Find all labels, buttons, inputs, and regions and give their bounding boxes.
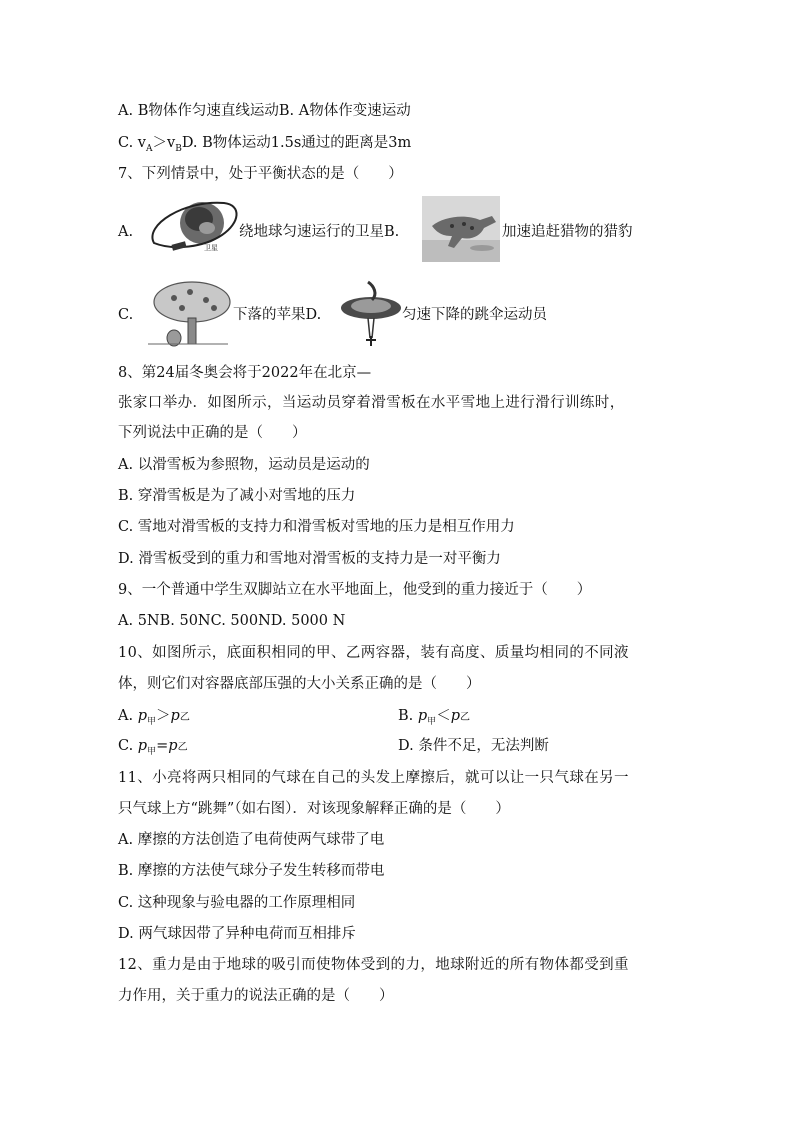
- q7-stem: 7、下列情景中，处于平衡状态的是（ ）: [118, 166, 403, 182]
- q11-option-c: C. 这种现象与验电器的工作原理相同: [118, 895, 356, 911]
- q7-option-a-text: 绕地球匀速运行的卫星B.: [239, 224, 400, 240]
- q10-c-sub1: 甲: [147, 746, 157, 757]
- q8-option-a: A. 以滑雪板为参照物，运动员是运动的: [118, 457, 370, 473]
- q10-option-d: D. 条件不足，无法判断: [398, 738, 549, 754]
- q12-stem-line2: 力作用，关于重力的说法正确的是（ ）: [118, 988, 394, 1004]
- q11-stem-line2: 只气球上方“跳舞”（如右图）．对该现象解释正确的是（ ）: [118, 801, 510, 817]
- q11-option-d: D. 两气球因带了异种电荷而互相排斥: [118, 926, 356, 942]
- q10-c-p2: p: [168, 738, 178, 754]
- q8-option-c: C. 雪地对滑雪板的支持力和滑雪板对雪地的压力是相互作用力: [118, 519, 515, 535]
- q6-sub-a: A: [146, 143, 153, 154]
- q10-c-label: C.: [118, 738, 138, 754]
- q10-b-label: B.: [398, 708, 418, 724]
- q10-c-p1: p: [137, 738, 148, 754]
- q10-a-sub1: 甲: [147, 716, 157, 727]
- q10-a-gt: ＞: [156, 708, 171, 724]
- q10-a-p1: p: [137, 708, 147, 724]
- q10-b-p1: p: [417, 708, 428, 724]
- q6-sub-b: B: [175, 143, 182, 154]
- q10-b-lt: ＜: [436, 708, 451, 724]
- q10-c-z: 乙: [177, 742, 188, 753]
- q9-stem: 9、一个普通中学生双脚站立在水平地面上，他受到的重力接近于（ ）: [118, 582, 592, 598]
- q7-option-c-text: 下落的苹果D.: [233, 307, 322, 323]
- q6-option-c-gt: ＞v: [152, 135, 176, 151]
- q8-option-d: D. 滑雪板受到的重力和雪地对滑雪板的支持力是一对平衡力: [118, 551, 501, 567]
- q10-stem-line1: 10、如图所示，底面积相同的甲、乙两容器，装有高度、质量均相同的不同液: [118, 645, 629, 661]
- q10-stem-line2: 体，则它们对容器底部压强的大小关系正确的是（ ）: [118, 676, 481, 692]
- parachutist-image: [338, 278, 404, 348]
- apple-tree-image: [144, 280, 232, 348]
- satellite-orbit-image: [144, 195, 240, 257]
- q10-b-p2: p: [450, 708, 460, 724]
- q10-a-p2: p: [170, 708, 180, 724]
- q10-b-z: 乙: [459, 712, 470, 723]
- q6-option-cd: [118, 133, 411, 159]
- q11-option-a: A. 摩擦的方法创造了电荷使两气球带了电: [118, 832, 385, 848]
- q8-stem-line1: 8、第24届冬奥会将于2022年在北京—: [118, 365, 372, 381]
- q10-option-a: [118, 706, 190, 732]
- q10-option-b: [398, 706, 470, 732]
- q7-option-a-label: A.: [118, 224, 134, 240]
- cheetah-image: [422, 196, 500, 262]
- q10-a-label: A.: [118, 708, 138, 724]
- q10-a-z: 乙: [179, 712, 190, 723]
- q9-options: A. 5NB. 50NC. 500ND. 5000 N: [118, 613, 346, 629]
- q6-option-c-prefix: C. v: [118, 135, 146, 151]
- q10-option-c: [118, 736, 188, 762]
- q12-stem-line1: 12、重力是由于地球的吸引而使物体受到的力，地球附近的所有物体都受到重: [118, 957, 629, 973]
- q7-option-c-label: C.: [118, 307, 134, 323]
- q11-stem-line1: 11、小亮将两只相同的气球在自己的头发上摩擦后，就可以让一只气球在另一: [118, 770, 629, 786]
- q7-option-b-text: 加速追赶猎物的猎豹: [502, 224, 633, 240]
- q11-option-b: B. 摩擦的方法使气球分子发生转移而带电: [118, 863, 385, 879]
- q10-b-sub1: 甲: [427, 716, 437, 727]
- q7-option-d-text: 匀速下降的跳伞运动员: [402, 307, 547, 323]
- q10-c-eq: =: [156, 738, 169, 754]
- q6-option-ab: A. B物体作匀速直线运动B. A物体作变速运动: [118, 103, 411, 119]
- q8-stem-line2: 张家口举办．如图所示，当运动员穿着滑雪板在水平雪地上进行滑行训练时，: [118, 395, 625, 411]
- q6-option-d: D. B物体运动1.5s通过的距离是3m: [181, 135, 412, 151]
- q8-stem-line3: 下列说法中正确的是（ ）: [118, 425, 307, 441]
- satellite-label: 卫星: [204, 244, 218, 252]
- q8-option-b: B. 穿滑雪板是为了减小对雪地的压力: [118, 488, 356, 504]
